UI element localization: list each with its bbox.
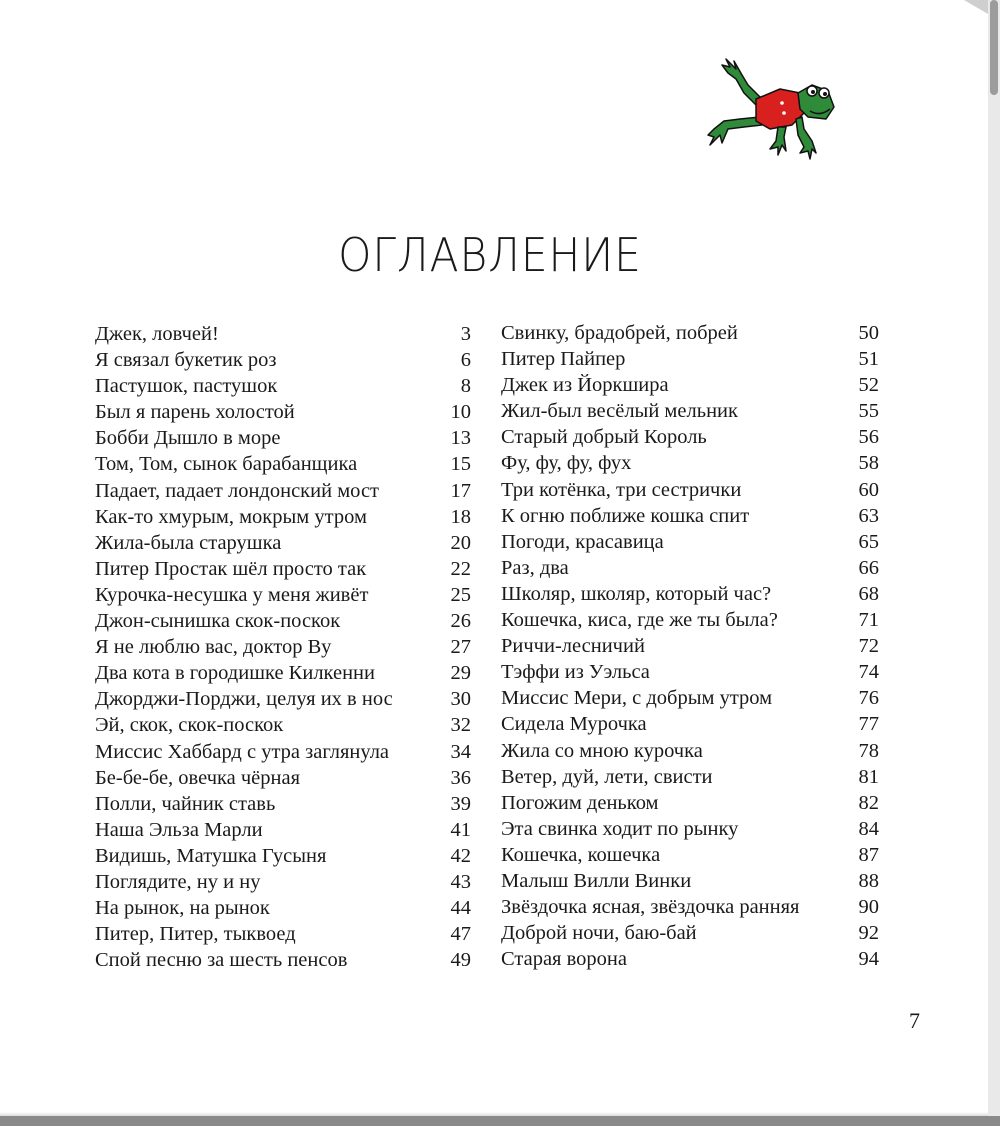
toc-entry-title: Курочка-несушка у меня живёт [95, 583, 369, 606]
toc-entry-page: 55 [858, 400, 879, 423]
toc-entry[interactable] [95, 895, 471, 921]
toc-entry-page: 20 [450, 531, 471, 554]
toc-entry[interactable] [501, 477, 879, 503]
toc-entry-page: 49 [450, 949, 471, 972]
toc-entry-page: 56 [858, 426, 879, 449]
page-number: 7 [909, 1008, 920, 1033]
toc-entry-page: 34 [450, 740, 471, 763]
toc-entry[interactable] [95, 504, 471, 530]
toc-entry[interactable] [95, 947, 471, 973]
toc-entry[interactable] [501, 581, 879, 607]
toc-entry-page: 77 [858, 713, 879, 736]
toc-entry-title: Погоди, красавица [501, 530, 664, 553]
toc-entry-title: Кошечка, кошечка [501, 843, 661, 866]
toc-entry-title: Питер Простак шёл просто так [95, 557, 367, 580]
toc-entry[interactable] [95, 347, 471, 373]
toc-entry-page: 52 [858, 374, 879, 397]
toc-entry[interactable] [501, 790, 879, 816]
toc-entry[interactable] [501, 894, 879, 920]
toc-entry-title: Джек, ловчей! [95, 323, 219, 345]
toc-entry-page: 36 [450, 766, 471, 789]
toc-entry-page: 63 [858, 504, 879, 527]
toc-entry-page: 66 [858, 556, 879, 579]
toc-entry-title: Погожим деньком [501, 791, 659, 814]
toc-entry-page: 8 [460, 375, 471, 398]
toc-entry-title: Спой песню за шесть пенсов [95, 949, 348, 972]
scrollbar-thumb[interactable] [990, 0, 998, 95]
toc-entry-title: Старый добрый Король [501, 426, 707, 449]
toc-entry-page: 50 [858, 322, 879, 344]
toc-entry-title: Бе-бе-бе, овечка чёрная [95, 766, 301, 789]
toc-entry[interactable] [95, 843, 471, 869]
toc-entry-page: 32 [450, 714, 471, 737]
toc-entry-page: 82 [858, 791, 879, 814]
toc-entry-page: 3 [460, 323, 471, 345]
toc-entry-page: 30 [450, 688, 471, 711]
toc-entry-title: Раз, два [501, 556, 569, 579]
toc-entry-title: Сидела Мурочка [501, 713, 647, 736]
toc-entry[interactable] [95, 817, 471, 843]
toc-entry-title: Тэффи из Уэльса [501, 661, 650, 684]
toc-entry-title: Старая ворона [501, 948, 627, 971]
toc-entry-page: 29 [450, 662, 471, 685]
toc-entry-title: Джек из Йоркшира [501, 374, 669, 397]
toc-entry[interactable] [501, 816, 879, 842]
toc-entry-page: 47 [450, 923, 471, 946]
toc-entry[interactable] [501, 320, 879, 346]
toc-entry[interactable] [501, 398, 879, 424]
toc-entry[interactable] [95, 530, 471, 556]
toc-entry-title: Жила со мною курочка [501, 739, 703, 762]
toc-entry-page: 27 [450, 636, 471, 659]
toc-entry[interactable] [95, 921, 471, 947]
toc-entry[interactable] [501, 738, 879, 764]
toc-entry-page: 90 [858, 896, 879, 919]
toc-entry-title: Том, Том, сынок барабанщика [95, 453, 358, 476]
toc-entry-title: Бобби Дышло в море [95, 427, 281, 450]
toc-entry[interactable] [95, 556, 471, 582]
toc-entry-page: 26 [450, 610, 471, 633]
toc-entry-title: Видишь, Матушка Гусыня [95, 844, 327, 867]
toc-entry[interactable] [95, 321, 471, 347]
toc-entry-title: Питер Пайпер [501, 348, 626, 371]
toc-entry-page: 17 [450, 479, 471, 502]
toc-entry-title: На рынок, на рынок [95, 897, 270, 920]
toc-entry-page: 42 [450, 844, 471, 867]
toc-entry-page: 87 [858, 843, 879, 866]
toc-entry[interactable] [95, 608, 471, 634]
toc-entry[interactable] [95, 660, 471, 686]
toc-entry-page: 84 [858, 817, 879, 840]
toc-entry-title: Жил-был весёлый мельник [501, 400, 738, 423]
toc-entry-page: 81 [858, 765, 879, 788]
toc-entry-page: 22 [450, 557, 471, 580]
toc-entry-page: 88 [858, 869, 879, 892]
toc-entry-page: 72 [858, 635, 879, 658]
toc-entry-page: 58 [858, 452, 879, 475]
toc-entry-page: 25 [450, 583, 471, 606]
toc-entry[interactable] [501, 868, 879, 894]
toc-entry-title: Доброй ночи, баю-бай [501, 922, 697, 945]
toc-entry[interactable] [95, 634, 471, 660]
toc-entry[interactable] [95, 582, 471, 608]
toc-entry-page: 13 [450, 427, 471, 450]
toc-entry-title: Пастушок, пастушок [95, 375, 278, 398]
toc-entry-title: Свинку, брадобрей, побрей [501, 322, 738, 344]
toc-entry-page: 78 [858, 739, 879, 762]
toc-entry-title: Три котёнка, три сестрички [501, 478, 742, 501]
toc-entry-page: 94 [858, 948, 879, 971]
toc-entry-title: Миссис Хаббард с утра заглянула [95, 740, 390, 763]
toc-entry[interactable] [501, 685, 879, 711]
toc-entry-title: Как-то хмурым, мокрым утром [95, 505, 367, 528]
toc-entry[interactable] [95, 686, 471, 712]
frog-icon [700, 55, 840, 165]
toc-entry-title: Полли, чайник ставь [95, 792, 276, 815]
toc-entry-title: Наша Эльза Марли [95, 818, 263, 841]
toc-entry[interactable] [95, 425, 471, 451]
toc-entry-page: 15 [450, 453, 471, 476]
toc-entry-title: Эта свинка ходит по рынку [501, 817, 739, 840]
toc-entry-title: Падает, падает лондонский мост [95, 479, 379, 502]
toc-entry[interactable] [501, 607, 879, 633]
toc-entry-title: Два кота в городишке Килкенни [95, 662, 376, 685]
toc-entry[interactable] [95, 399, 471, 425]
toc-entry[interactable] [95, 869, 471, 895]
toc-entry-title: Кошечка, киса, где же ты была? [501, 609, 778, 632]
toc-entry[interactable] [501, 450, 879, 476]
toc-entry-page: 18 [450, 505, 471, 528]
toc-entry[interactable] [501, 503, 879, 529]
toc-entry-page: 68 [858, 582, 879, 605]
toc-entry-title: Жила-была старушка [95, 531, 282, 554]
toc-entry-page: 74 [858, 661, 879, 684]
toc-entry-page: 60 [858, 478, 879, 501]
toc-entry[interactable] [501, 555, 879, 581]
toc-entry[interactable] [95, 478, 471, 504]
toc-entry[interactable] [501, 946, 879, 972]
toc-entry[interactable] [95, 739, 471, 765]
toc-entry-title: Ветер, дуй, лети, свисти [501, 765, 713, 788]
toc-entry-page: 41 [450, 818, 471, 841]
toc-entry[interactable] [95, 712, 471, 738]
toc-entry[interactable] [501, 633, 879, 659]
toc-entry-title: Риччи-лесничий [501, 635, 645, 658]
toc-entry[interactable] [501, 529, 879, 555]
toc-entry-title: К огню поближе кошка спит [501, 504, 750, 527]
toc-entry[interactable] [501, 372, 879, 398]
toc-entry-page: 44 [450, 897, 471, 920]
toc-entry-title: Джорджи-Порджи, целуя их в нос [95, 688, 393, 711]
toc-entry-title: Школяр, школяр, который час? [501, 582, 772, 605]
toc-entry-page: 65 [858, 530, 879, 553]
scrollbar-track[interactable] [988, 0, 1000, 1116]
toc-entry-page: 92 [858, 922, 879, 945]
page-edge-shadow [0, 1112, 988, 1116]
toc-entry-title: Поглядите, ну и ну [95, 870, 261, 893]
toc-entry[interactable] [501, 920, 879, 946]
toc-entry-page: 43 [450, 870, 471, 893]
toc-entry-title: Я связал букетик роз [95, 349, 277, 372]
toc-entry-page: 51 [858, 348, 879, 371]
toc-entry[interactable] [501, 711, 879, 737]
toc-entry-title: Миссис Мери, с добрым утром [501, 687, 773, 710]
toc-entry-title: Малыш Вилли Винки [501, 869, 692, 892]
toc-entry[interactable] [95, 451, 471, 477]
toc-entry-title: Джон-сынишка скок-поскок [95, 610, 341, 633]
toc-entry[interactable] [95, 791, 471, 817]
toc-entry-page: 6 [460, 349, 471, 372]
toc-entry-title: Эй, скок, скок-поскок [95, 714, 284, 737]
toc-entry-title: Был я парень холостой [95, 401, 295, 424]
toc-entry[interactable] [501, 659, 879, 685]
toc-entry-title: Я не люблю вас, доктор Ву [95, 636, 332, 659]
page-corner-icon [964, 0, 988, 14]
toc-entry[interactable] [95, 765, 471, 791]
toc-entry[interactable] [501, 842, 879, 868]
toc-entry-page: 10 [450, 401, 471, 424]
toc-entry[interactable] [501, 424, 879, 450]
toc-entry[interactable] [501, 764, 879, 790]
toc-right-column [501, 320, 879, 972]
toc-entry[interactable] [501, 346, 879, 372]
toc-entry-page: 76 [858, 687, 879, 710]
page-title: ОГЛАВЛЕНИЕ [338, 228, 642, 282]
toc-entry-title: Звёздочка ясная, звёздочка ранняя [501, 896, 800, 919]
toc-entry-title: Фу, фу, фу, фух [501, 452, 632, 475]
toc-left-column [95, 321, 471, 973]
toc-entry-page: 39 [450, 792, 471, 815]
toc-entry-page: 71 [858, 609, 879, 632]
toc-entry[interactable] [95, 373, 471, 399]
toc-entry-title: Питер, Питер, тыквоед [95, 923, 296, 946]
